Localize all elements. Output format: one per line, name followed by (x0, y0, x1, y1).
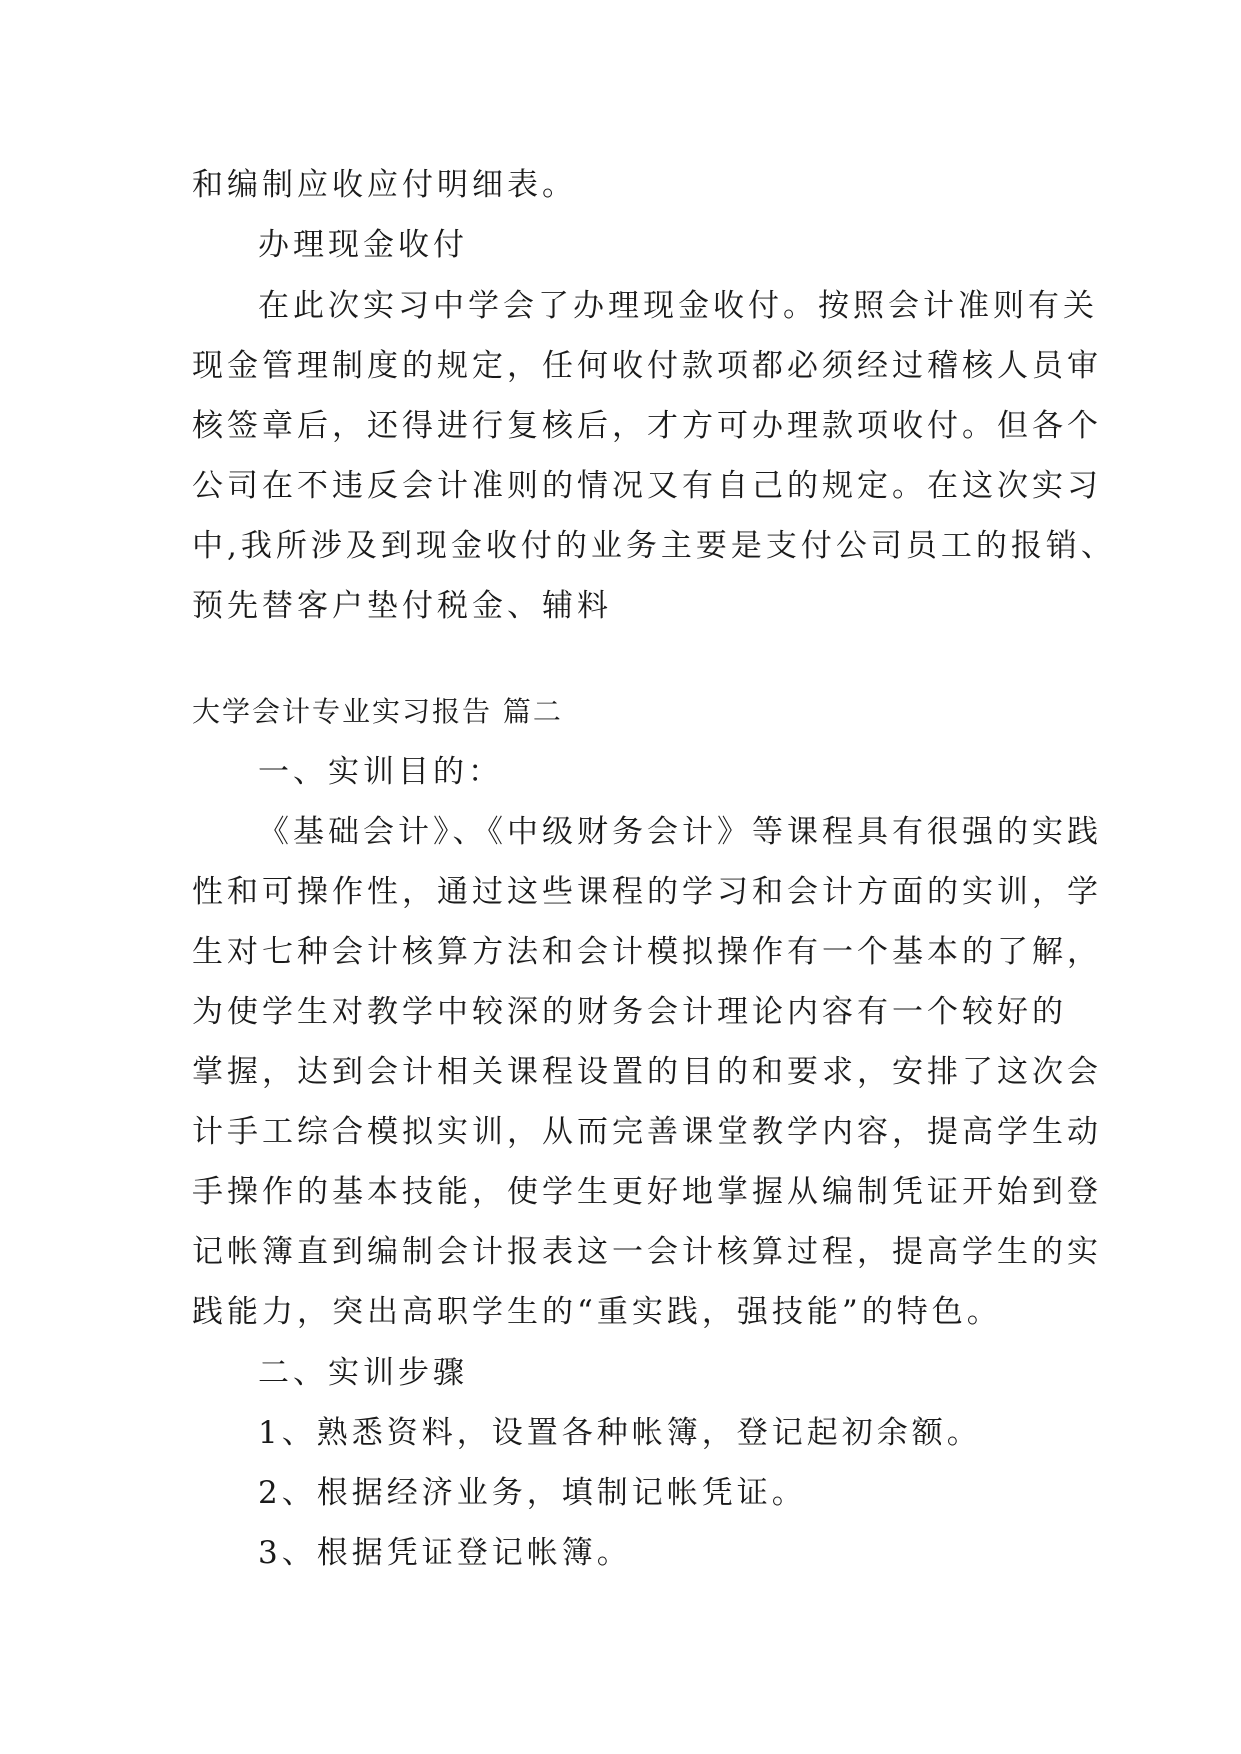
paragraph-line: 公司在不违反会计准则的情况又有自己的规定。在这次实习 (192, 468, 1102, 504)
paragraph-line: 预先替客户垫付税金、辅料 (192, 588, 612, 624)
subheading-training-steps: 二、实训步骤 (258, 1355, 468, 1391)
paragraph-line: 在此次实习中学会了办理现金收付。按照会计准则有关 (258, 288, 1098, 324)
paragraph-line: 现金管理制度的规定，任何收付款项都必须经过稽核人员审 (192, 348, 1102, 384)
paragraph-line: 手操作的基本技能，使学生更好地掌握从编制凭证开始到登 (192, 1174, 1102, 1210)
list-item: 1、熟悉资料，设置各种帐簿，登记起初余额。 (258, 1415, 982, 1451)
subheading-training-purpose: 一、实训目的： (258, 754, 503, 790)
paragraph-line: 记帐簿直到编制会计报表这一会计核算过程，提高学生的实 (192, 1234, 1102, 1270)
section-title: 大学会计专业实习报告 篇二 (192, 695, 563, 728)
paragraph-line: 性和可操作性，通过这些课程的学习和会计方面的实训，学 (192, 874, 1102, 910)
paragraph-line: 和编制应收应付明细表。 (192, 167, 577, 203)
subheading-cash-handling: 办理现金收付 (258, 227, 468, 263)
paragraph-line: 为使学生对教学中较深的财务会计理论内容有一个较好的 (192, 994, 1067, 1030)
paragraph-line: 生对七种会计核算方法和会计模拟操作有一个基本的了解， (192, 934, 1102, 970)
paragraph-line: 践能力，突出高职学生的“重实践，强技能”的特色。 (192, 1294, 1002, 1330)
paragraph-line: 核签章后，还得进行复核后，才方可办理款项收付。但各个 (192, 408, 1102, 444)
paragraph-line: 《基础会计》、《中级财务会计》等课程具有很强的实践 (258, 814, 1102, 850)
paragraph-line: 中,我所涉及到现金收付的业务主要是支付公司员工的报销、 (192, 528, 1116, 564)
paragraph-line: 计手工综合模拟实训，从而完善课堂教学内容，提高学生动 (192, 1114, 1102, 1150)
paragraph-line: 掌握，达到会计相关课程设置的目的和要求，安排了这次会 (192, 1054, 1102, 1090)
list-item: 3、根据凭证登记帐簿。 (258, 1535, 632, 1571)
list-item: 2、根据经济业务，填制记帐凭证。 (258, 1475, 807, 1511)
